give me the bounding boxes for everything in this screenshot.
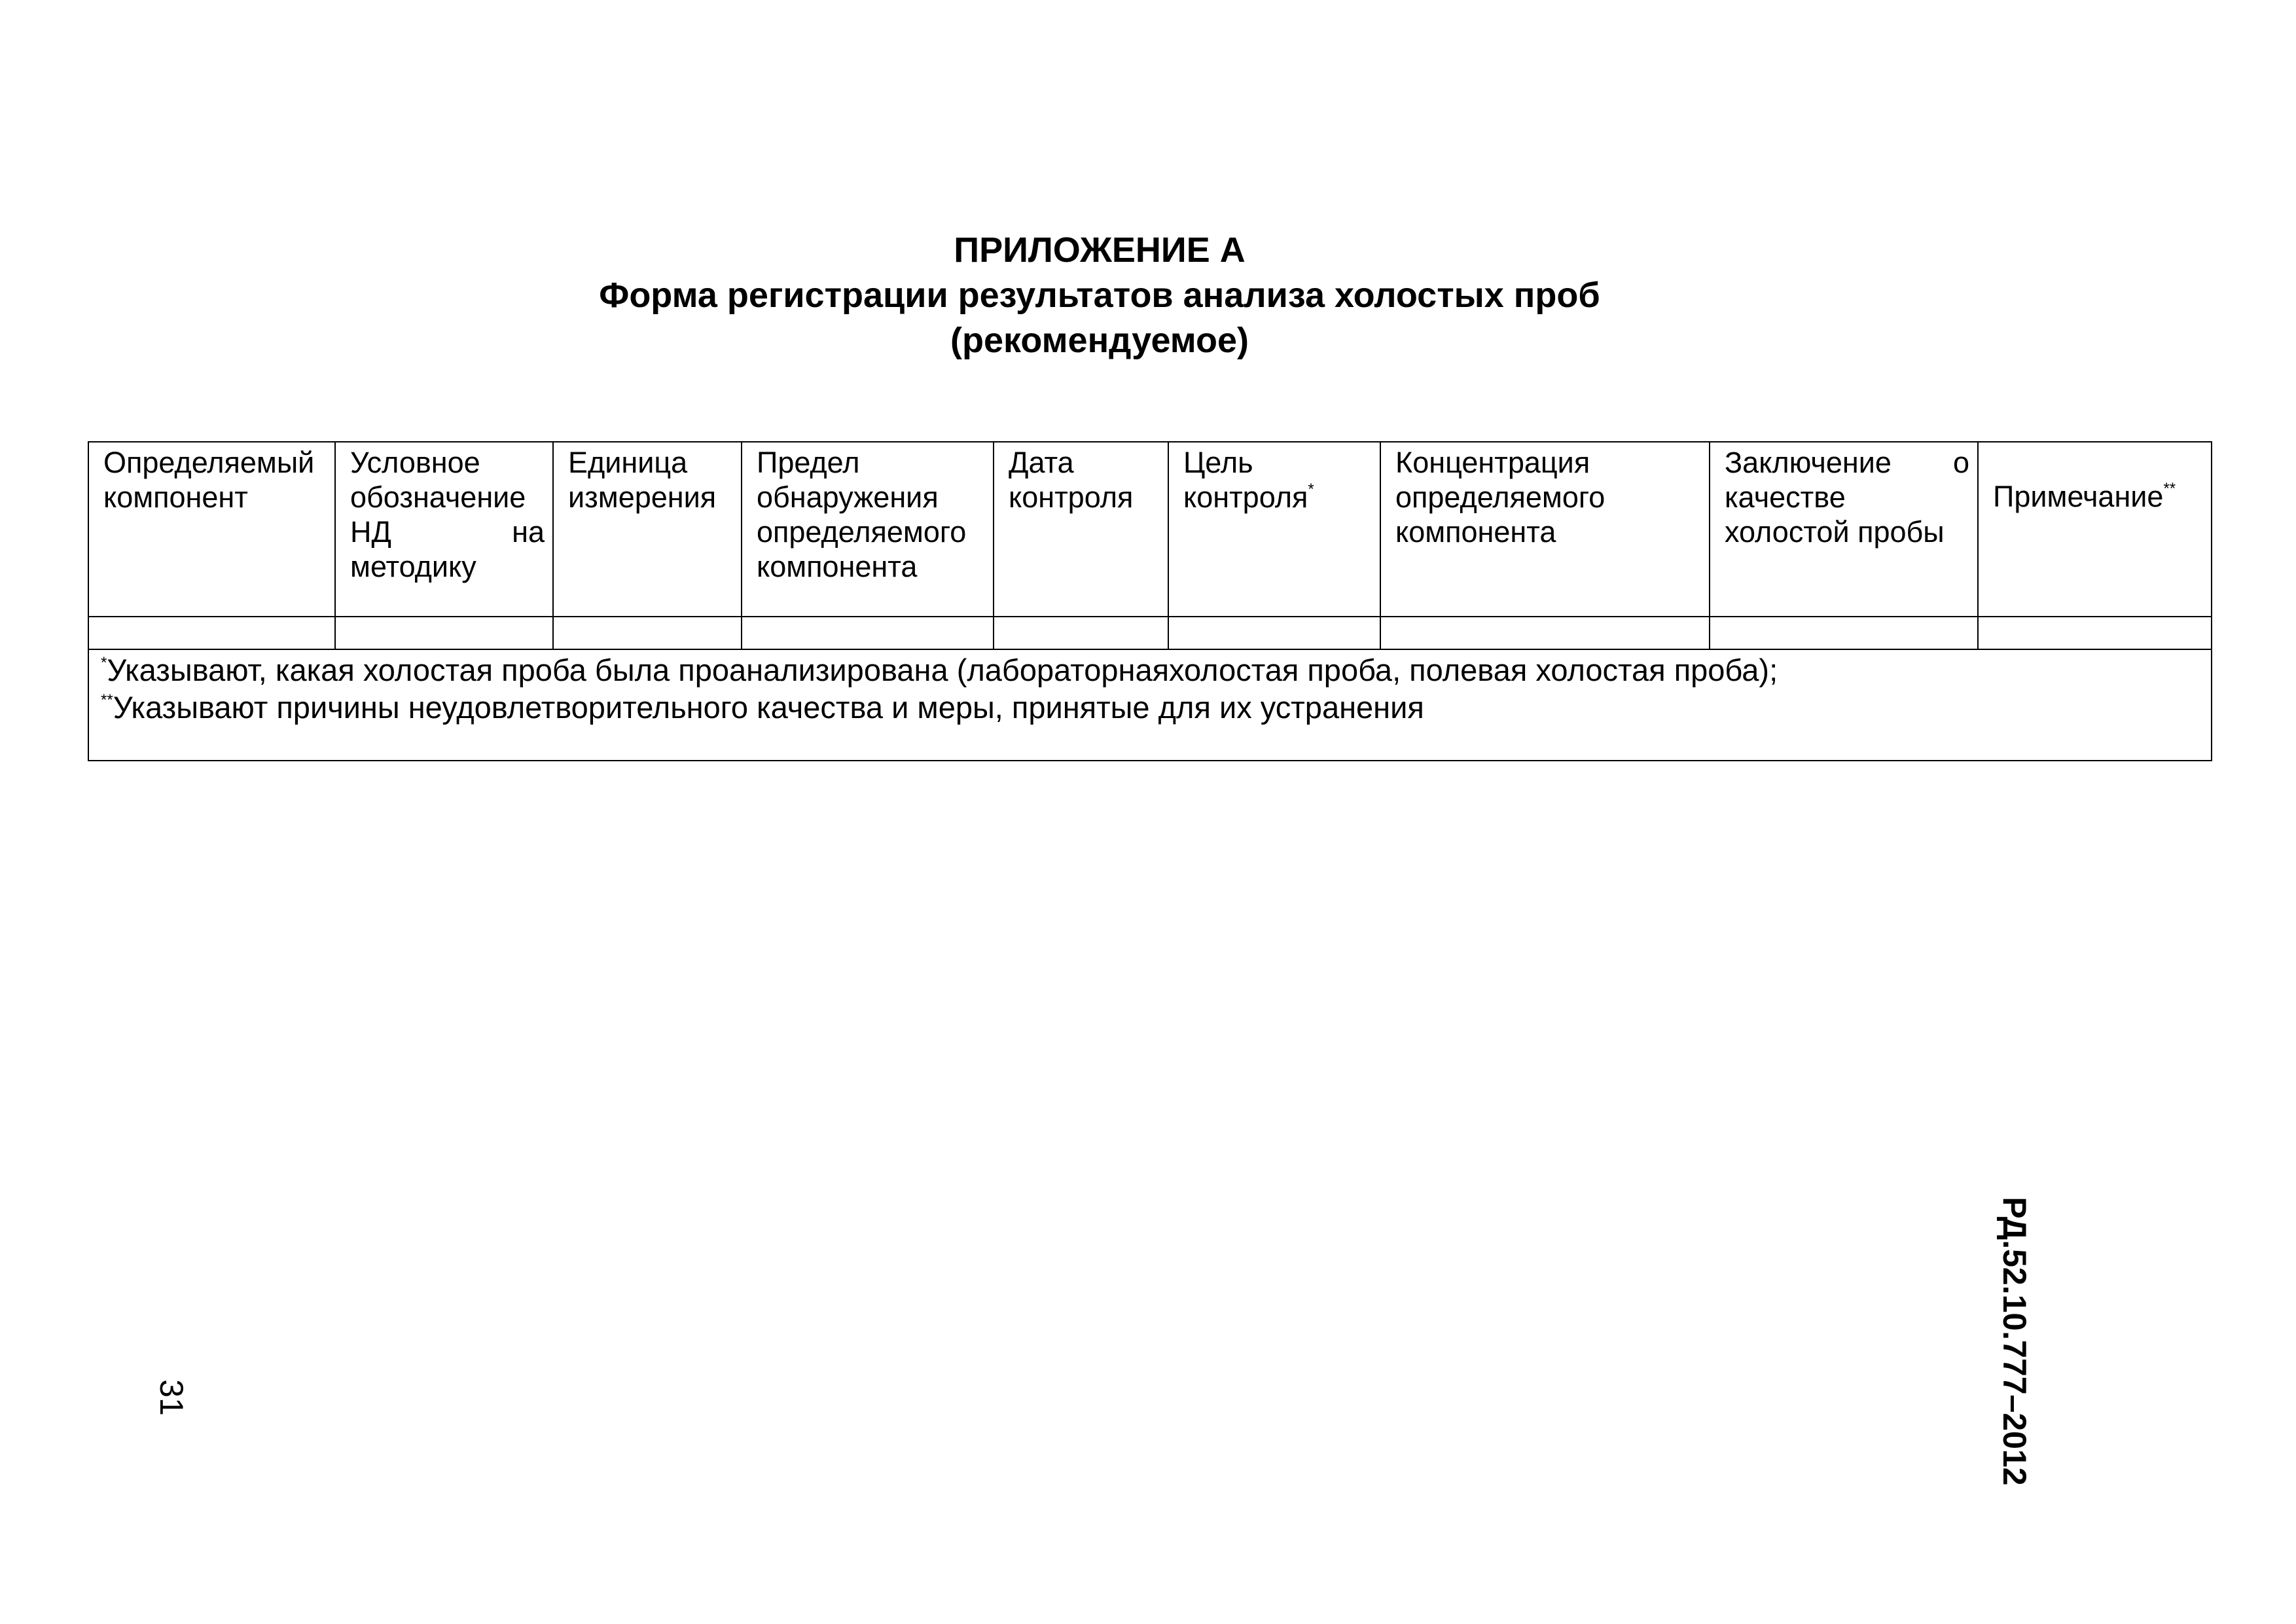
header-cell-component bbox=[88, 442, 335, 617]
footnote-text: Указывают причины неудовлетворительного качества и меры, принятые для их устранения bbox=[113, 690, 1424, 725]
footnote-1 bbox=[101, 651, 2203, 689]
header-cell-control-date bbox=[994, 442, 1168, 617]
header-label-line: методику bbox=[350, 550, 476, 583]
header-label: Концентрация определяемого компонента bbox=[1395, 446, 1605, 549]
header-cell-note bbox=[1978, 442, 2212, 617]
document-code: РД.52.10.777–2012 bbox=[1996, 1197, 2033, 1486]
appendix-title bbox=[0, 228, 2199, 363]
header-label: Единица измерения bbox=[568, 446, 717, 514]
form-title: Форма регистрации результатов анализа холостых проб bbox=[599, 276, 1600, 315]
header-label-line: качестве bbox=[1725, 480, 1846, 514]
header-label: Предел обнаружения определяемого компонента bbox=[757, 446, 967, 583]
header-label-word: о bbox=[1952, 446, 1969, 479]
header-cell-detection-limit bbox=[742, 442, 994, 617]
footnotes-row bbox=[88, 649, 2212, 761]
entry-cell[interactable] bbox=[1710, 617, 1978, 649]
empty-entry-row bbox=[88, 617, 2212, 649]
form-status: (рекомендуемое) bbox=[950, 321, 1249, 360]
footnote-marker: ** bbox=[101, 691, 113, 709]
entry-cell[interactable] bbox=[88, 617, 335, 649]
appendix-heading: ПРИЛОЖЕНИЕ А bbox=[954, 230, 1246, 270]
header-label-word: Заключение bbox=[1725, 446, 1892, 479]
footnote-text: Указывают, какая холостая проба была проанализирована (лабораторнаяхолостая проба, полевая холостая проба); bbox=[107, 653, 1778, 687]
footnote-marker: * bbox=[1308, 480, 1314, 498]
entry-cell[interactable] bbox=[994, 617, 1168, 649]
header-label-line: холостой пробы bbox=[1725, 515, 1945, 549]
header-row bbox=[88, 442, 2212, 617]
header-cell-conclusion bbox=[1710, 442, 1978, 617]
header-label-word: НД bbox=[350, 515, 391, 549]
footnote-2 bbox=[101, 689, 2203, 726]
entry-cell[interactable] bbox=[742, 617, 994, 649]
header-label: Примечание bbox=[1993, 480, 2164, 513]
header-cell-concentration bbox=[1380, 442, 1710, 617]
footnote-marker: ** bbox=[2163, 480, 2176, 497]
header-cell-nd-designation bbox=[335, 442, 553, 617]
header-label-line: Условное bbox=[350, 446, 480, 479]
entry-cell[interactable] bbox=[1380, 617, 1710, 649]
header-label-line: обозначение bbox=[350, 480, 526, 514]
header-label-word: на bbox=[512, 515, 545, 549]
header-cell-unit bbox=[553, 442, 742, 617]
header-label-line bbox=[1725, 445, 1969, 480]
header-label: Определяемый компонент bbox=[103, 446, 315, 514]
header-label: Дата контроля bbox=[1009, 446, 1134, 514]
entry-cell[interactable] bbox=[1168, 617, 1380, 649]
entry-cell[interactable] bbox=[553, 617, 742, 649]
footnotes-cell bbox=[88, 649, 2212, 761]
blank-sample-register-table bbox=[88, 441, 2212, 761]
header-cell-control-purpose bbox=[1168, 442, 1380, 617]
header-label-line bbox=[350, 514, 545, 549]
page-number: 31 bbox=[152, 1379, 190, 1416]
entry-cell[interactable] bbox=[1978, 617, 2212, 649]
footnote-marker: * bbox=[101, 654, 107, 672]
header-label: Цель контроля bbox=[1183, 446, 1308, 514]
entry-cell[interactable] bbox=[335, 617, 553, 649]
